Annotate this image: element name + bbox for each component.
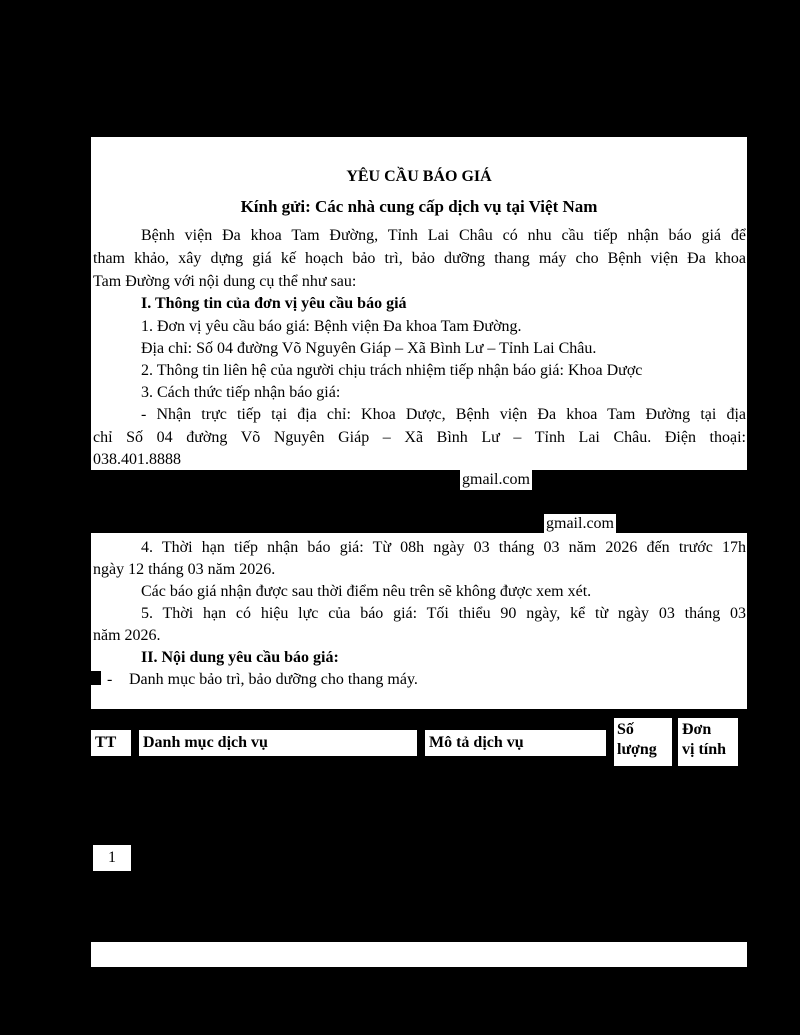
receipt-method-line: 3. Cách thức tiếp nhận báo giá:	[141, 384, 341, 401]
section2-heading: II. Nội dung yêu cầu báo giá:	[141, 649, 339, 666]
intro-line-2: tham khảo, xây dựng giá kế hoạch bảo trì, bảo dưỡng thang máy cho Bệnh viện Đa khoa	[93, 250, 746, 267]
deadline-line-2: ngày 12 tháng 03 năm 2026.	[93, 561, 276, 578]
document-title: YÊU CẦU BÁO GIÁ	[346, 168, 492, 185]
unit-label-line-2: vị tính	[682, 741, 727, 758]
table-header-description: Mô tả dịch vụ	[425, 730, 606, 756]
table-header-quantity	[614, 718, 672, 766]
intro-line-3: Tam Đường với nội dung cụ thể như sau:	[93, 273, 357, 290]
document-section-bottom	[91, 942, 747, 967]
address-line: Địa chỉ: Số 04 đường Võ Nguyên Giáp – Xã Bình Lư – Tỉnh Lai Châu.	[141, 340, 597, 357]
email-fragment-2: gmail.com	[546, 515, 614, 532]
deadline-line-1: 4. Thời hạn tiếp nhận báo giá: Từ 08h ngày 03 tháng 03 năm 2026 đến trước 17h	[141, 539, 746, 556]
recipient-line: Kính gửi: Các nhà cung cấp dịch vụ tại Việt Nam	[240, 197, 598, 216]
unit-label-line-1: Đơn	[682, 721, 712, 738]
quantity-label-line-1: Số	[617, 721, 634, 738]
section1-heading: I. Thông tin của đơn vị yêu cầu báo giá	[141, 295, 407, 312]
table-header-unit	[678, 718, 738, 766]
bullet-text: Danh mục bảo trì, bảo dưỡng cho thang máy.	[129, 671, 418, 688]
email-fragment-1: gmail.com	[462, 471, 530, 488]
direct-receipt-line-1: - Nhận trực tiếp tại địa chỉ: Khoa Dược, Bệnh viện Đa khoa Tam Đường tại địa	[141, 406, 746, 423]
table-header-tt: TT	[91, 730, 131, 756]
phone-number: 038.401.8888	[93, 451, 181, 468]
table-header-service: Danh mục dịch vụ	[139, 730, 417, 756]
bullet-dash: -	[107, 671, 113, 688]
table-row-number: 1	[93, 845, 131, 871]
validity-line-2: năm 2026.	[93, 627, 161, 644]
direct-receipt-line-2: chỉ Số 04 đường Võ Nguyên Giáp – Xã Bình Lư – Tỉnh Lai Châu. Điện thoại:	[93, 429, 746, 446]
late-notice: Các báo giá nhận được sau thời điểm nêu trên sẽ không được xem xét.	[141, 583, 592, 600]
quantity-label-line-2: lượng	[617, 741, 657, 758]
validity-line-1: 5. Thời hạn có hiệu lực của báo giá: Tối thiểu 90 ngày, kể từ ngày 03 tháng 03	[141, 605, 746, 622]
contact-line: 2. Thông tin liên hệ của người chịu trách nhiệm tiếp nhận báo giá: Khoa Dược	[141, 362, 643, 379]
document-section-top	[91, 137, 747, 470]
bullet-mask	[91, 671, 101, 685]
requester-line: 1. Đơn vị yêu cầu báo giá: Bệnh viện Đa khoa Tam Đường.	[141, 318, 522, 335]
document-section-middle	[91, 533, 747, 709]
intro-line-1: Bệnh viện Đa khoa Tam Đường, Tỉnh Lai Châu có nhu cầu tiếp nhận báo giá để	[141, 227, 746, 244]
